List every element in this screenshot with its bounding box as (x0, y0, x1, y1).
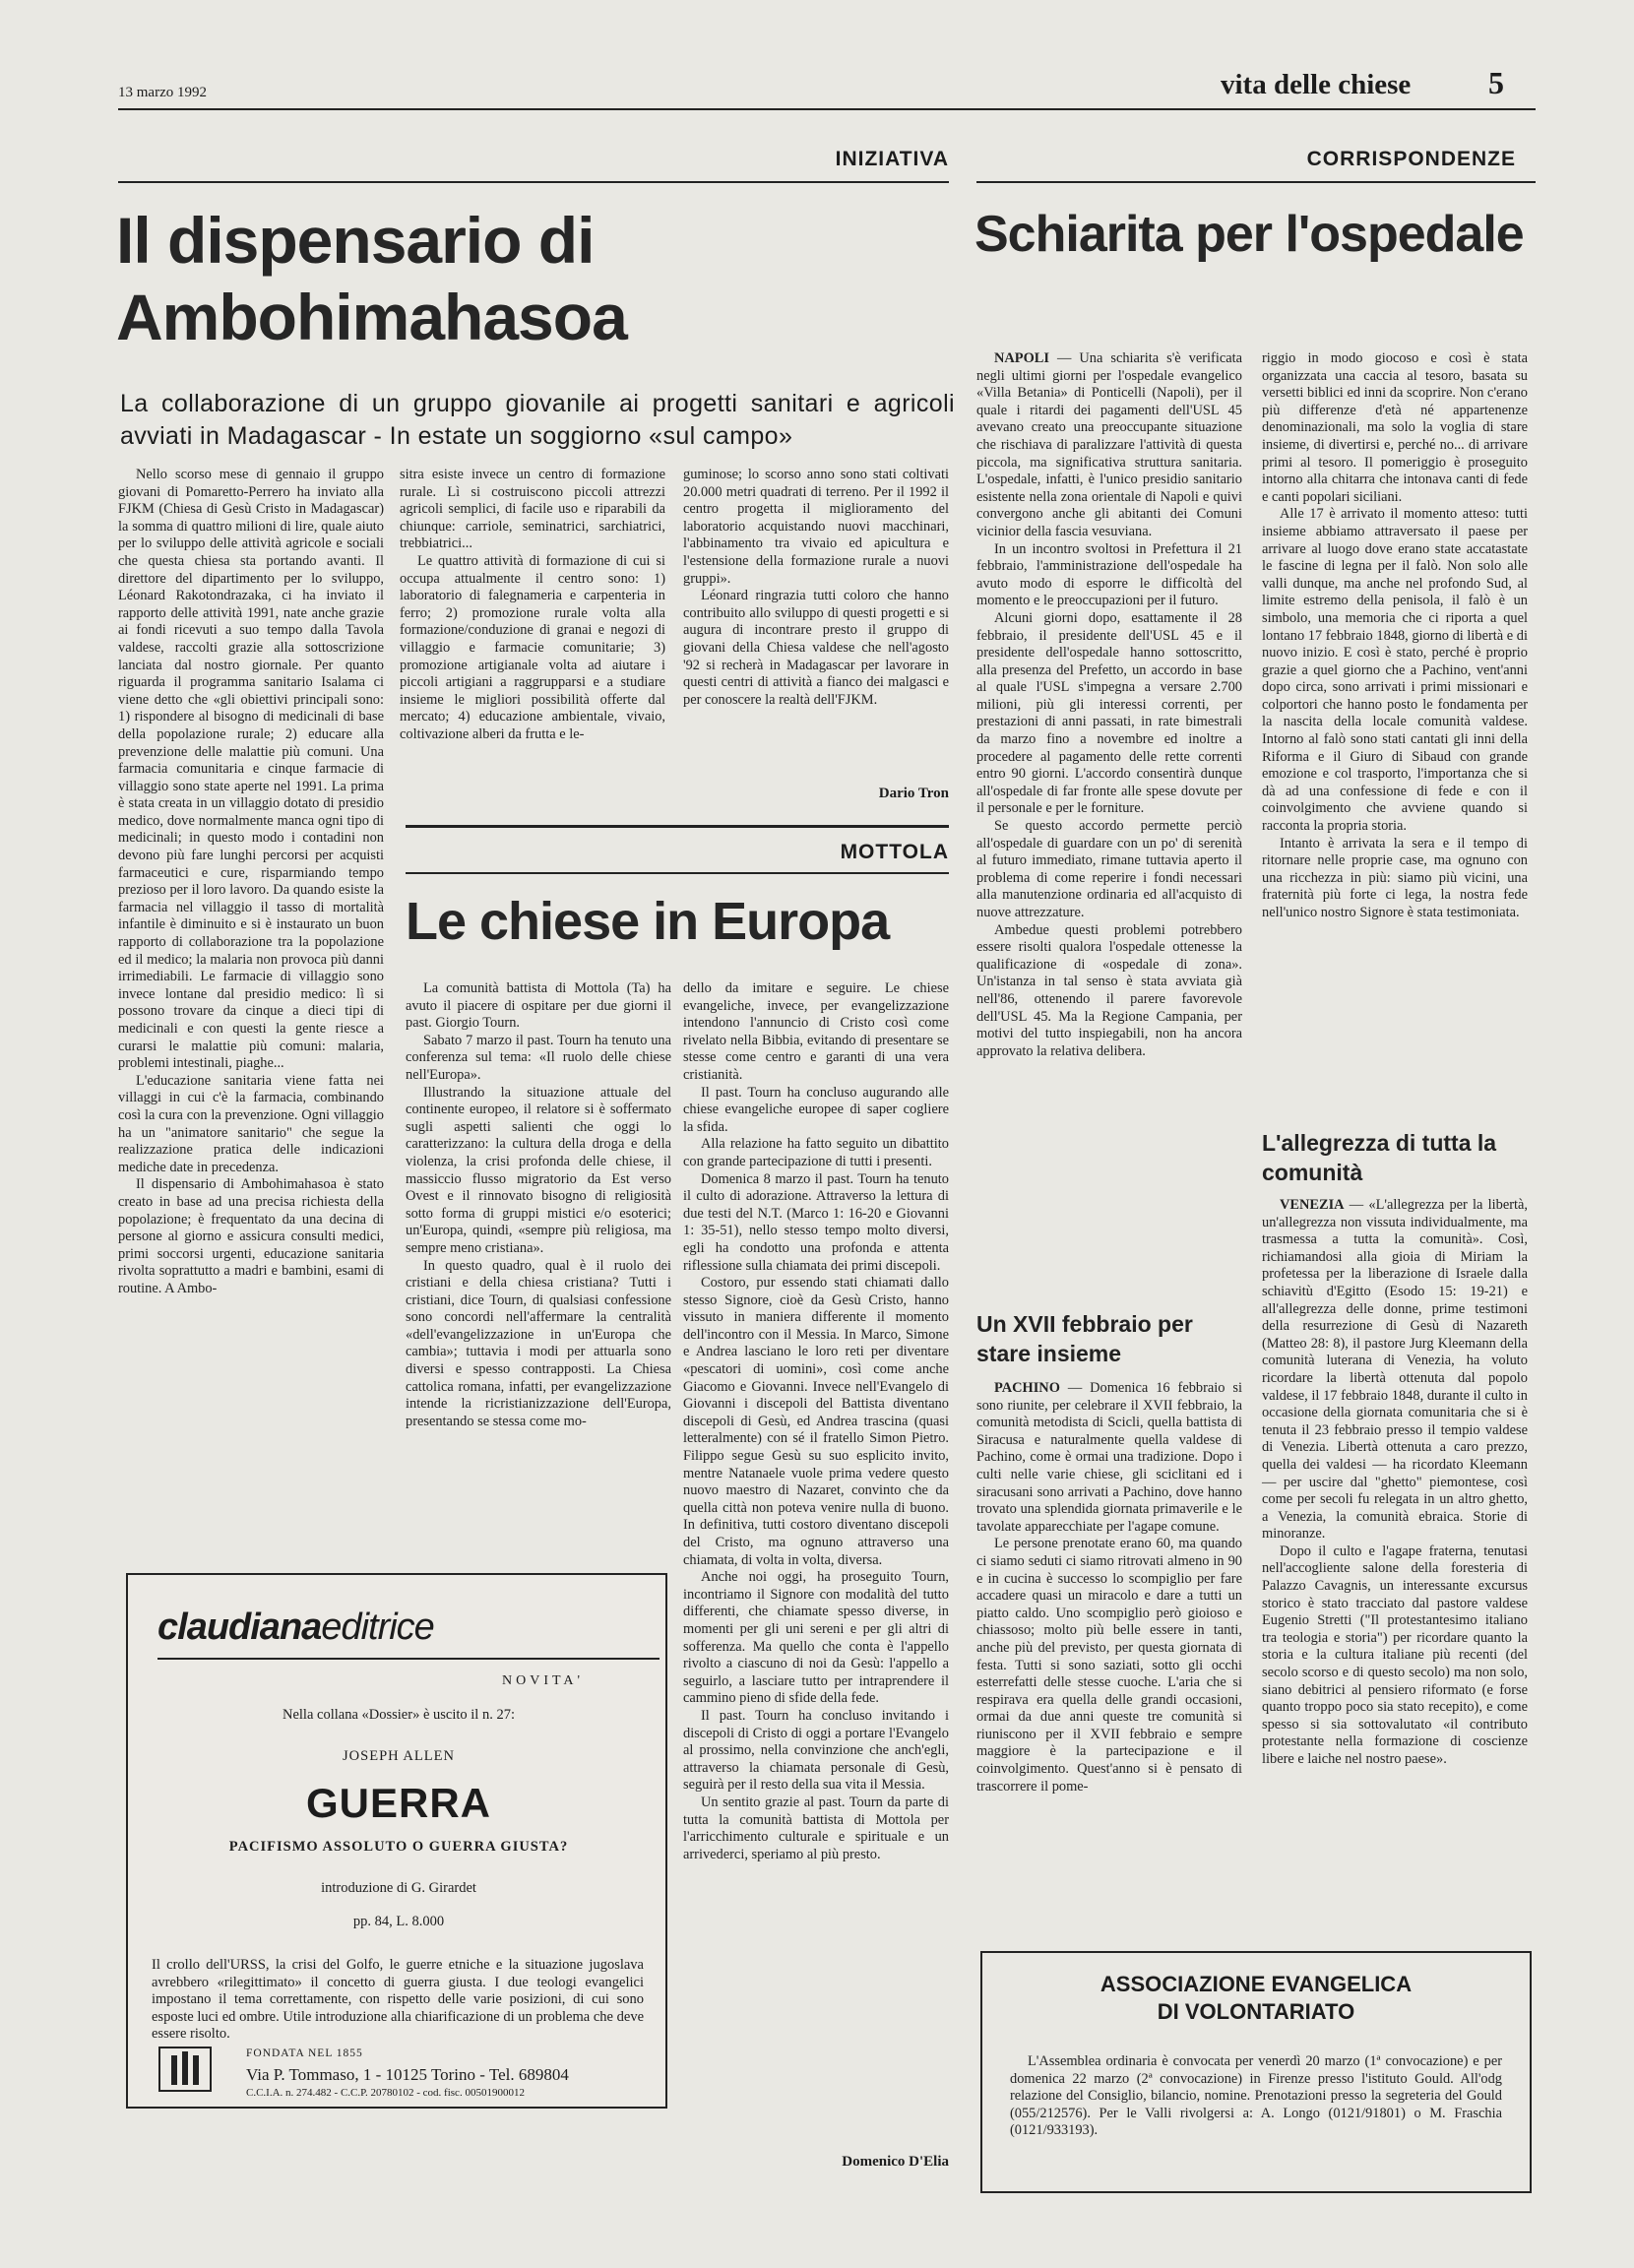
article-divider (406, 825, 949, 828)
book-subtitle: PACIFISMO ASSOLUTO O GUERRA GIUSTA? (228, 1839, 569, 1855)
paragraph: Se questo accordo permette perciò all'ospedale di guardare con un po' di serenità al futuro immediato, rimane tuttavia aperto il problema di come reperire i fondi necessari alla manutenzione ordinaria ed all'acquisto di nuove attrezzature. (976, 818, 1242, 920)
article1-col3 (683, 467, 949, 709)
paragraph: Illustrando la situazione attuale del continente europeo, il relatore si è soffermato sugli aspetti salienti che oggi lo caratterizzano: la cultura della droga e della violenza, la crisi profonda delle chiese, il massiccio flusso migratorio da Est verso Ovest e il rinnovato bisogno di religiosità sotto forma di gruppi mistici e/o esoterici; un'Europa, quindi, «sempre più religiosa, ma sempre meno cristiana». (406, 1084, 671, 1256)
kicker-rule (118, 181, 949, 183)
address-line: Via P. Tommaso, 1 - 10125 Torino - Tel. 689804 (246, 2065, 569, 2084)
logo-light: editrice (321, 1606, 434, 1648)
header-rule (118, 108, 1536, 110)
notice-title-line2: DI VOLONTARIATO (1157, 1999, 1355, 2024)
kicker-iniziativa: INIZIATIVA (835, 148, 949, 170)
headline-schiarita: Schiarita per l'ospedale (974, 206, 1524, 263)
paragraph: dello da imitare e seguire. Le chiese evangeliche, invece, per evangelizzazione intendono l'annuncio di Cristo così come rivelato nella Bibbia, evitando di presentare se stesse come centro e garanti di una vera cristianità. (683, 980, 949, 1083)
article4-col1 (976, 1380, 1242, 1796)
article4-col2 (1262, 350, 1528, 922)
paragraph: Alcuni giorni dopo, esattamente il 28 febbraio, il presidente dell'USL 45 e il presidente dell'ospedale hanno sottoscritto, alla presenza del Prefetto, un accordo in base al quale l'USL s'impegna a versare 2.700 milioni, più gli interessi correnti, per prestazioni di anni passati, in rate bimestrali da marzo fino a novembre ed inoltre a procedere al pagamento delle rette correnti entro 90 giorni. L'accordo consentirà dunque all'ospedale di far fronte alle spese dovute per il personale e per le forniture. (976, 609, 1242, 817)
article1-col2 (400, 467, 665, 744)
paragraph: — Domenica 16 febbraio si sono riunite, per celebrare il XVII febbraio, la comunità metodista di Scicli, quella battista di Siracusa e naturalmente quella valdese di Pachino, come è ormai una tradizione. Dopo i culti nelle varie chiese, gli sciclitani ed i siracusani sono arrivati a Pachino, dove hanno trovato una splendida giornata primaverile e le tavolate apparecchiate per l'agape comune. (976, 1380, 1242, 1535)
paragraph: guminose; lo scorso anno sono stati coltivati 20.000 metri quadrati di terreno. Per il 1992 il centro progetta il miglioramento del laboratorio acquistando nuovi macchinari, l'abbinamento tra vivaio ed apicultura e l'estensione della formazione rurale a nuovi gruppi». (683, 467, 949, 587)
notice-text (1010, 2053, 1502, 2140)
issue-date: 13 marzo 1992 (118, 85, 207, 100)
paragraph: Léonard ringrazia tutti coloro che hanno contribuito allo sviluppo di questi progetti e si augura di incontrare presto il gruppo di giovani della Chiesa valdese che nell'agosto '92 si recherà in Madagascar per lavorare in questi centri di attività a fianco dei malgasci e per conoscere la realtà dell'FJKM. (683, 588, 949, 708)
paragraph: sitra esiste invece un centro di formazione rurale. Lì si costruiscono piccoli attrezzi agricoli semplici, di facile uso e riparabili da chiunque: carriole, seminatrici, sarchiatrici, trebbiatrici... (400, 467, 665, 552)
novita-label: NOVITA' (502, 1673, 585, 1688)
paragraph: In un incontro svoltosi in Prefettura il 21 febbraio, l'amministrazione dell'ospedale ha avuto modo di esporre le difficoltà del momento e le preoccupazioni per il futuro. (976, 540, 1242, 609)
paragraph: La comunità battista di Mottola (Ta) ha avuto il piacere di ospitare per due giorni il past. Giorgio Tourn. (406, 980, 671, 1032)
paragraph: Il past. Tourn ha concluso augurando alle chiese evangeliche europee di saper cogliere la sfida. (683, 1084, 949, 1135)
paragraph: Domenica 8 marzo il past. Tourn ha tenuto il culto di adorazione. Attraverso la lettura di due testi del N.T. (Marco 1: 16-20 e Giovanni 1: 35-51), nello stesso tempo molto diversi, egli ha condotto una profonda e attenta riflessione sulla chiamata dei primi discepoli. (683, 1170, 949, 1274)
fiscal-line: C.C.I.A. n. 274.482 - C.C.P. 20780102 - cod. fisc. 00501900012 (246, 2087, 525, 2099)
article2-col2 (683, 980, 949, 1863)
paragraph: Il dispensario di Ambohimahasoa è stato creato in base ad una precisa richiesta della popolazione; è frequentato da una decina di persone al giorno e assicura consulti medici, primi soccorsi urgenti, educazione sanitaria rivolta soprattutto a madri e bambini, esami di routine. A Ambo- (118, 1176, 384, 1296)
paragraph: Costoro, pur essendo stati chiamati dallo stesso Signore, cioè da Gesù Cristo, hanno vissuto in maniera differente il momento dell'incontro con il Messia. In Marco, Simone e Andrea lasciano le loro reti per diventare «pescatori di uomini», così come anche Giacomo e Giovanni. Invece nell'Evangelo di Giovanni i discepoli del Battista diventano discepoli di Gesù, ed Andrea trascina (quasi letteralmente) con sé il fratello Simon Pietro. Filippo segue Gesù su suo esplicito invito, mentre Natanaele vuole prima vedere questo nuovo maestro di Nazaret, convinto che da quella città non poteva venire nulla di buono. In definitiva, tutti costoro diventano discepoli del Cristo, ma ognuno attraverso una chiamata, di volta in volta, diversa. (683, 1275, 949, 1568)
article5-col (1262, 1197, 1528, 1769)
signature-delia: Domenico D'Elia (842, 2154, 949, 2170)
ad-rule (157, 1658, 660, 1660)
dateline-napoli: NAPOLI (994, 350, 1049, 366)
signature-tron: Dario Tron (878, 786, 949, 801)
paragraph: riggio in modo giocoso e così è stata organizzata una caccia al tesoro, basata su versetti biblici ed inni da scoprire. Non c'erano più differenze d'età né appartenenze denominazionali, ma solo la voglia di stare insieme, di divertirsi e, perché no... di arrivare primi al tesoro. Il pomeriggio è proseguito intorno alla chitarra che intonava canti di fede e canti popolari siciliani. (1262, 350, 1528, 505)
article2-col1 (406, 980, 671, 1430)
page-number: 5 (1488, 65, 1504, 100)
kicker-rule (976, 181, 1536, 183)
paragraph: Dopo il culto e l'agape fraterna, tenutasi nell'accogliente salone della foresteria di Palazzo Cavagnis, un interessante excursus storico è stato tracciato dal pastore valdese Eugenio Stretti ("Il protestantesimo italiano tra teologia e storia") per ricordare quanto la storia e la cultura italiane più recenti (del secolo scorso e di questo secolo) ma non solo, siano debitrici al pensiero riformato (e forse quanto troppo poco sia stato recepito), e come spesso si sia sottovalutato «il contributo protestante nella formazione di coscienze libere e laiche nel nostro paese». (1262, 1543, 1528, 1767)
paragraph: Alle 17 è arrivato il momento atteso: tutti insieme abbiamo attraversato il paese per arrivare al luogo dove erano state accatastate le fascine di legna per il falò. Non solo alle valli dunque, ma anche nel profondo Sud, al limite estremo della penisola, il falò è un simbolo, una memoria che ci riporta a quel lontano 17 febbraio 1848, giorno di libertà e di nuovo inizio. E così è stato, perché è proprio grazie a quel giorno che a Pachino, vent'anni dopo circa, sono arrivati i primi missionari e colportori che hanno posto le fondamenta per la nascita della locale comunità valdese. Intorno al falò sono stati cantati gli inni della Riforma e il Giuro di Sibaud con grande emozione e col trasporto, l'importanza che si dà ad una confessione di fede e con il coinvolgimento che avviene quando si racconta la propria storia. (1262, 506, 1528, 835)
paragraph: Ambedue questi problemi potrebbero essere risolti qualora l'ospedale ottenesse la qualificazione di «ospedale di zona». Un'istanza in tal senso è stata avviata già nell'86, ottenendo il parere favorevole dell'USL 45. Ma la Regione Campania, per motivi del tutto inspiegabili, non ha ancora approvato la relativa delibera. (976, 921, 1242, 1059)
headline-xvii-febbraio: Un XVII febbraio per stare insieme (976, 1311, 1193, 1366)
paragraph: Alla relazione ha fatto seguito un dibattito con grande partecipazione di tutti i presenti. (683, 1136, 949, 1169)
article1-col1 (118, 467, 384, 1298)
book-intro: introduzione di G. Girardet (321, 1880, 476, 1896)
dateline-pachino: PACHINO (994, 1380, 1060, 1396)
associazione-notice (980, 1951, 1532, 2193)
book-title: GUERRA (305, 1780, 491, 1826)
paragraph: — Una schiarita s'è verificata negli ultimi giorni per l'ospedale evangelico «Villa Betania» di Ponticelli (Napoli), per il quale i ritardi dei pagamenti dell'USL 45 avevano creato una preoccupante situazione che rischiava di paralizzare l'attività di questa piccola, ma significativa struttura sanitaria. L'ospedale, infatti, è l'unico presidio sanitario esistente nella zona orientale di Napoli e quivi convergono anche gli abitanti dei Comuni vicinior della fascia vesuviana. (976, 350, 1243, 539)
headline-allegrezza: L'allegrezza di tutta la comunità (1262, 1130, 1497, 1185)
paragraph: Intanto è arrivata la sera e il tempo di ritornare nelle proprie case, ma ognuno con una ricchezza in più: siamo più vicini, una fraternità più forte ci lega, la nostra fede nell'unico nostro Signore è stata testimoniata. (1262, 835, 1528, 920)
paragraph: Un sentito grazie al past. Tourn da parte di tutta la comunità battista di Mottola per l'arricchimento culturale e spirituale e un arrivederci, speriamo al più presto. (683, 1794, 949, 1862)
founded-line: FONDATA NEL 1855 (246, 2048, 363, 2059)
notice-title-line1: ASSOCIAZIONE EVANGELICA (1100, 1972, 1413, 1996)
logo-bold: claudiana (157, 1606, 322, 1648)
book-price: pp. 84, L. 8.000 (352, 1914, 445, 1929)
headline-chiese-europa: Le chiese in Europa (406, 892, 890, 951)
kicker-corrispondenze: CORRISPONDENZE (1306, 148, 1516, 170)
headline-dispensario: Il dispensario di Ambohimahasoa (116, 204, 627, 353)
dateline-venezia: VENEZIA (1280, 1197, 1345, 1213)
kicker-mottola: MOTTOLA (840, 841, 949, 863)
standfirst: La collaborazione di un gruppo giovanile ai progetti sanitari e agricoli avviati in Madagascar - In estate un soggiorno «sul campo» (120, 390, 955, 450)
paragraph: L'Assemblea ordinaria è convocata per venerdì 20 marzo (1ª convocazione) e per domenica 22 marzo (2ª convocazione) in Firenze presso l'istituto Gould. All'odg relazione del Consiglio, bilancio, nomine. Prenotazioni presso la segreteria del Gould (055/212576). Per le Valli rivolgersi a: A. Longo (0121/91801) o M. Fraschia (0121/933193). (1010, 2053, 1502, 2139)
paragraph: Le persone prenotate erano 60, ma quando ci siamo seduti ci siamo ritrovati almeno in 90 e in cucina è successo lo scompiglio per fare accadere quasi un miracolo e dare a tutti un piatto caldo. Uno scompiglio però gioioso e chiassoso; molto più belle essere in tanti, anche più del previsto, per questa giornata di festa. Tutti si sono saziati, sotto gli occhi esterrefatti delle stesse cuoche. L'aria che si respirava era quella delle grandi occasioni, ormai da due anni queste tre comunità si riuniscono per il XVII febbraio e sempre maggiore è la partecipazione e il coinvolgimento. Quest'anno si è pensato di trascorrere il pome- (976, 1536, 1242, 1795)
paragraph: Il past. Tourn ha concluso invitando i discepoli di Cristo di oggi a portare l'Evangelo al prossimo, nella convinzione che anch'egli, attraverso la chiamata personale di Gesù, seguirà per il resto della sua vita il Messia. (683, 1707, 949, 1794)
claudiana-advertisement (126, 1573, 667, 2109)
paragraph: Sabato 7 marzo il past. Tourn ha tenuto una conferenza sul tema: «Il ruolo delle chiese nell'Europa». (406, 1032, 671, 1083)
paragraph: L'educazione sanitaria viene fatta nei villaggi in cui c'è la farmacia, combinando così la cura con la prevenzione. Ogni villaggio ha un "animatore sanitario" che segue la realizzazione pratica delle indicazioni mediche date in precedenza. (118, 1072, 384, 1175)
claudiana-logo (157, 1606, 434, 1649)
paragraph: In questo quadro, qual è il ruolo dei cristiani e della chiesa cristiana? Tutti i cristiani, dice Tourn, di qualsiasi confessione sono concordi nell'affermare la centralità «dell'evangelizzazione in un'Europa che cambia»; tuttavia i modi per attuarla sono diversi e spesso contrapposti. La Chiesa cattolica romana, infatti, per evangelizzazione intende la ricristianizzazione dell'Europa, presentando se stessa come mo- (406, 1257, 671, 1429)
book-description: Il crollo dell'URSS, la crisi del Golfo, le guerre etniche e la situazione jugoslava avrebbero «rilegittimato» il concetto di guerra giusta. I due teologi evangelici impostano il tema correttamente, con rispetto delle varie posizioni, di cui sono esposte luci ed ombre. Utile introduzione alla chiarificazione di un problema che deve essere risolto. (152, 1957, 644, 2042)
paragraph: — «L'allegrezza per la libertà, un'allegrezza non vissuta individualmente, ma trasmessa a tutta la comunità». Così, richiamandosi alla gioia di Miriam la profetessa per la liberazione di Israele dalla schiavitù d'Egitto (Esodo 15: 19-21) e all'allegrezza delle donne, prime testimoni della resurrezione di Gesù di Nazareth (Matteo 28: 8), il pastore Jurg Kleemann della comunità luterana di Venezia, ha voluto ricordare la libertà ottenuta dal popolo valdese, il 17 febbraio 1848, durante il culto in occasione della giornata comunitaria che si è tenuta il 23 febbraio presso il tempio valdese di Venezia. Libertà ottenuta a caro prezzo, quella dei valdesi — ha ricordato Kleemann — per uscire dal "ghetto" piemontese, così come per secoli fu relegata in un altro ghetto, a Venezia, la comunità ebraica. Storie di minoranze. (1262, 1197, 1528, 1543)
article3-col1 (976, 350, 1242, 1060)
kicker-rule (406, 872, 949, 874)
dossier-line: Nella collana «Dossier» è uscito il n. 27: (283, 1707, 515, 1723)
claudiana-mark-icon (157, 2046, 213, 2093)
paragraph: Anche noi oggi, ha proseguito Tourn, incontriamo il Signore con modalità del tutto differenti, che chiamate spesso diverse, in momenti per gli uni sereni e per gli altri di sofferenza. Ma quello che conta è l'appello rivolto a ciascuno di noi da Gesù: l'appello a seguirlo, a lasciare tutto per intraprendere il cammino pieno di sfide della fede. (683, 1569, 949, 1707)
book-author: JOSEPH ALLEN (343, 1748, 455, 1764)
paragraph: Nello scorso mese di gennaio il gruppo giovani di Pomaretto-Perrero ha inviato alla FJKM (Chiesa di Gesù Cristo in Madagascar) la somma di quattro milioni di lire, quale aiuto per lo sviluppo delle attività agricole e sociali che questa chiesa sta portando avanti. Il direttore del dipartimento per lo sviluppo, Léonard Rakotondrazaka, ci ha inviato il rapporto delle attività 1991, nate anche grazie ai fondi ricevuti a suo tempo dalla Tavola valdese, raccolti grazie alla sottoscrizione lanciata dal nostro giornale. Per quanto riguarda il programma sanitario Isalama ci viene detto che «gli obiettivi principali sono: 1) rispondere al bisogno di medicinali di base della popolazione rurale; 2) educare alla prevenzione delle malattie più comuni. Una farmacia comunitaria e cinque farmacie di villaggio sono state aperte nel 1991. La prima è stata creata in un villaggio dotato di presidio medico, dove normalmente manca ogni tipo di medicinali; in questo modo i contadini non devono più fare lunghi percorsi per acquisti farmaceutici e cure, risparmiando tempo prezioso per il loro lavoro. Da quando esiste la farmacia nel villaggio il tasso di mortalità infantile è diminuito e si è instaurato un buon rapporto di collaborazione tra la popolazione ed il medico; la malaria non provoca più danni irrimediabili. Le farmacie di villaggio sono invece lontane dal presidio medico: lì si possono trovare da cinque a dieci tipi di medicinali e con questi la gente riesce a curarsi le malattie più comuni: malaria, problemi intestinali, piaghe... (118, 467, 384, 1072)
paragraph: Le quattro attività di formazione di cui si occupa attualmente il centro sono: 1) laboratorio di falegnameria e carpenteria in ferro; 2) promozione rurale volta alla formazione/conduzione di granai e negozi di villaggio e farmacie comunitarie; 3) promozione artigianale volta ad aiutare i piccoli artigiani a raggrupparsi e a studiare insieme le migliori possibilità offerte dal mercato; 4) educazione ambientale, vivaio, coltivazione alberi da frutta e le- (400, 552, 665, 742)
section-title: vita delle chiese (1221, 69, 1412, 100)
